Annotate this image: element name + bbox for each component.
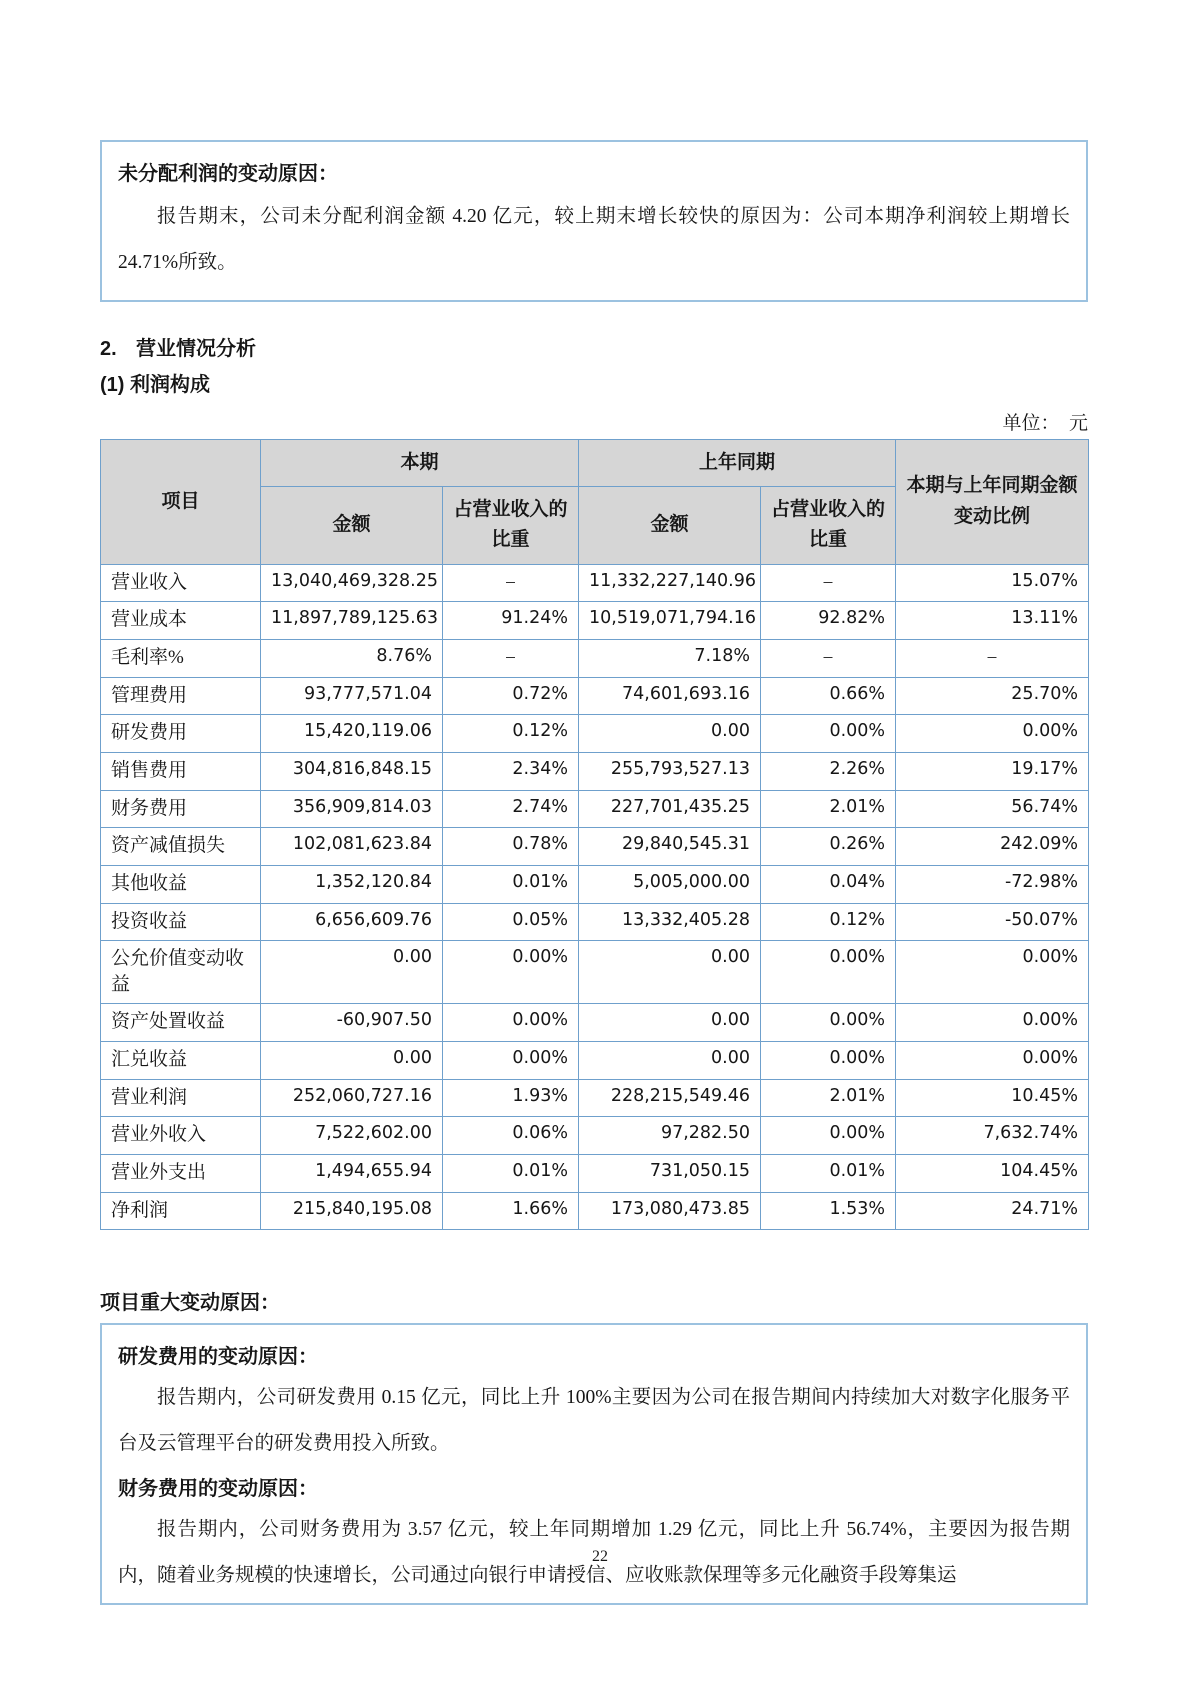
row-label: 营业成本 [101,602,261,640]
table-row [101,790,1089,828]
cell-cur_amount: 304,816,848.15 [261,753,443,791]
row-label: 投资收益 [101,903,261,941]
cell-change: 0.00% [896,1042,1089,1080]
col-header-amount-prior: 金额 [579,487,761,565]
table-row [101,564,1089,602]
subsection-title: 利润构成 [130,373,211,396]
cell-cur_ratio: 2.34% [443,753,579,791]
profit-composition-table [100,439,1089,1231]
table-row [101,640,1089,678]
major-change-heading: 项目重大变动原因： [100,1292,280,1315]
col-header-change-ratio: 本期与上年同期金额变动比例 [896,439,1089,564]
row-label: 研发费用 [101,715,261,753]
col-header-prior-period: 上年同期 [579,439,896,486]
table-row [101,1192,1089,1230]
cell-cur_ratio: 1.66% [443,1192,579,1230]
row-label: 营业收入 [101,564,261,602]
cell-cur_amount: 6,656,609.76 [261,903,443,941]
cell-prior_amount: 74,601,693.16 [579,677,761,715]
col-header-ratio-prior: 占营业收入的比重 [761,487,896,565]
cell-prior_amount: 228,215,549.46 [579,1079,761,1117]
row-label: 管理费用 [101,677,261,715]
cell-cur_amount: 252,060,727.16 [261,1079,443,1117]
cell-change: 7,632.74% [896,1117,1089,1155]
profit-table-header [101,439,1089,564]
cell-prior_ratio: 2.01% [761,790,896,828]
page-content [100,0,1088,1605]
cell-prior_ratio: – [761,564,896,602]
cell-cur_ratio: 1.93% [443,1079,579,1117]
page-number: 22 [592,1548,608,1565]
cell-cur_ratio: 0.00% [443,941,579,1004]
row-label: 净利润 [101,1192,261,1230]
table-row [101,941,1089,1004]
cell-change: 0.00% [896,1004,1089,1042]
row-label: 汇兑收益 [101,1042,261,1080]
cell-prior_amount: 97,282.50 [579,1117,761,1155]
rd-expense-change-body: 报告期内，公司研发费用 0.15 亿元，同比上升 100%主要因为公司在报告期间内持续加大对数字化服务平台及云管理平台的研发费用投入所致。 [118,1387,1070,1455]
subsection-heading-profit-composition [100,370,1088,400]
table-row [101,1155,1089,1193]
cell-prior_amount: 0.00 [579,1042,761,1080]
section-heading-operations [100,334,1088,364]
cell-prior_ratio: 0.01% [761,1155,896,1193]
cell-cur_ratio: – [443,640,579,678]
cell-prior_amount: 227,701,435.25 [579,790,761,828]
row-label: 资产减值损失 [101,828,261,866]
cell-change: 0.00% [896,941,1089,1004]
cell-cur_amount: 215,840,195.08 [261,1192,443,1230]
cell-cur_ratio: 0.12% [443,715,579,753]
cell-prior_amount: 11,332,227,140.96 [579,564,761,602]
retained-earnings-change-box [100,140,1088,302]
row-label: 营业外支出 [101,1155,261,1193]
table-row [101,602,1089,640]
rd-expense-change-heading: 研发费用的变动原因： [118,1346,318,1369]
cell-prior_amount: 13,332,405.28 [579,903,761,941]
cell-change: -50.07% [896,903,1089,941]
cell-cur_amount: 356,909,814.03 [261,790,443,828]
table-row [101,865,1089,903]
cell-change: 13.11% [896,602,1089,640]
unit-label: 单位： 元 [1002,412,1088,434]
section-number: 2. [100,337,117,360]
cell-prior_ratio: 2.26% [761,753,896,791]
table-row [101,1004,1089,1042]
cell-change: -72.98% [896,865,1089,903]
cell-cur_ratio: 0.00% [443,1004,579,1042]
cell-prior_ratio: 0.00% [761,1117,896,1155]
col-header-current-period: 本期 [261,439,579,486]
cell-cur_ratio: 0.72% [443,677,579,715]
table-row [101,677,1089,715]
row-label: 其他收益 [101,865,261,903]
cell-prior_ratio: 0.00% [761,715,896,753]
table-row [101,753,1089,791]
col-header-item: 项目 [101,439,261,564]
table-row [101,1042,1089,1080]
cell-prior_amount: 0.00 [579,941,761,1004]
subsection-number: (1) [100,373,125,396]
cell-cur_ratio: 0.05% [443,903,579,941]
cell-cur_ratio: 91.24% [443,602,579,640]
cell-prior_amount: 7.18% [579,640,761,678]
table-row [101,828,1089,866]
cell-change: 25.70% [896,677,1089,715]
cell-prior_amount: 10,519,071,794.16 [579,602,761,640]
cell-cur_ratio: 0.01% [443,865,579,903]
row-label: 财务费用 [101,790,261,828]
cell-cur_amount: 0.00 [261,941,443,1004]
cell-change: 104.45% [896,1155,1089,1193]
cell-prior_ratio: – [761,640,896,678]
cell-cur_ratio: 0.00% [443,1042,579,1080]
retained-earnings-change-heading: 未分配利润的变动原因： [118,163,338,185]
section-title: 营业情况分析 [136,337,256,360]
row-label: 营业外收入 [101,1117,261,1155]
table-row [101,903,1089,941]
cell-cur_amount: 102,081,623.84 [261,828,443,866]
row-label: 毛利率% [101,640,261,678]
cell-cur_amount: -60,907.50 [261,1004,443,1042]
finance-expense-change-heading: 财务费用的变动原因： [118,1477,318,1500]
cell-prior_ratio: 1.53% [761,1192,896,1230]
cell-prior_ratio: 0.12% [761,903,896,941]
cell-cur_amount: 15,420,119.06 [261,715,443,753]
table-row [101,715,1089,753]
profit-table-body [101,564,1089,1230]
cell-prior_amount: 0.00 [579,1004,761,1042]
cell-prior_ratio: 0.26% [761,828,896,866]
cell-prior_ratio: 0.66% [761,677,896,715]
cell-prior_ratio: 0.00% [761,1004,896,1042]
cell-prior_amount: 731,050.15 [579,1155,761,1193]
cell-cur_amount: 0.00 [261,1042,443,1080]
cell-change: 0.00% [896,715,1089,753]
cell-cur_ratio: – [443,564,579,602]
cell-prior_amount: 173,080,473.85 [579,1192,761,1230]
finance-expense-change-body: 报告期内，公司财务费用为 3.57 亿元，较上年同期增加 1.29 亿元，同比上升 56.74%，主要因为报告期内，随着业务规模的快速增长，公司通过向银行申请授信、应收账款保理等多元化融资手段筹集运 [118,1518,1070,1586]
cell-prior_ratio: 0.04% [761,865,896,903]
row-label: 资产处置收益 [101,1004,261,1042]
cell-cur_amount: 93,777,571.04 [261,677,443,715]
cell-prior_amount: 255,793,527.13 [579,753,761,791]
col-header-ratio-current: 占营业收入的比重 [443,487,579,565]
cell-cur_amount: 1,494,655.94 [261,1155,443,1193]
row-label: 公允价值变动收益 [101,941,261,1004]
cell-prior_amount: 29,840,545.31 [579,828,761,866]
cell-change: 242.09% [896,828,1089,866]
cell-prior_ratio: 92.82% [761,602,896,640]
table-row [101,1117,1089,1155]
cell-prior_ratio: 2.01% [761,1079,896,1117]
cell-cur_amount: 11,897,789,125.63 [261,602,443,640]
cell-prior_amount: 5,005,000.00 [579,865,761,903]
cell-cur_amount: 1,352,120.84 [261,865,443,903]
retained-earnings-change-body: 报告期末，公司未分配利润金额 4.20 亿元，较上期末增长较快的原因为：公司本期净利润较上期增长 24.71%所致。 [118,206,1070,273]
cell-prior_amount: 0.00 [579,715,761,753]
cell-cur_ratio: 0.78% [443,828,579,866]
cell-change: 19.17% [896,753,1089,791]
table-row [101,1079,1089,1117]
cell-prior_ratio: 0.00% [761,1042,896,1080]
cell-cur_amount: 7,522,602.00 [261,1117,443,1155]
cell-cur_amount: 13,040,469,328.25 [261,564,443,602]
row-label: 销售费用 [101,753,261,791]
cell-change: 24.71% [896,1192,1089,1230]
cell-change: 15.07% [896,564,1089,602]
cell-cur_ratio: 0.06% [443,1117,579,1155]
row-label: 营业利润 [101,1079,261,1117]
cell-change: – [896,640,1089,678]
cell-cur_amount: 8.76% [261,640,443,678]
cell-change: 10.45% [896,1079,1089,1117]
cell-cur_ratio: 0.01% [443,1155,579,1193]
cell-prior_ratio: 0.00% [761,941,896,1004]
cell-cur_ratio: 2.74% [443,790,579,828]
cell-change: 56.74% [896,790,1089,828]
col-header-amount-current: 金额 [261,487,443,565]
